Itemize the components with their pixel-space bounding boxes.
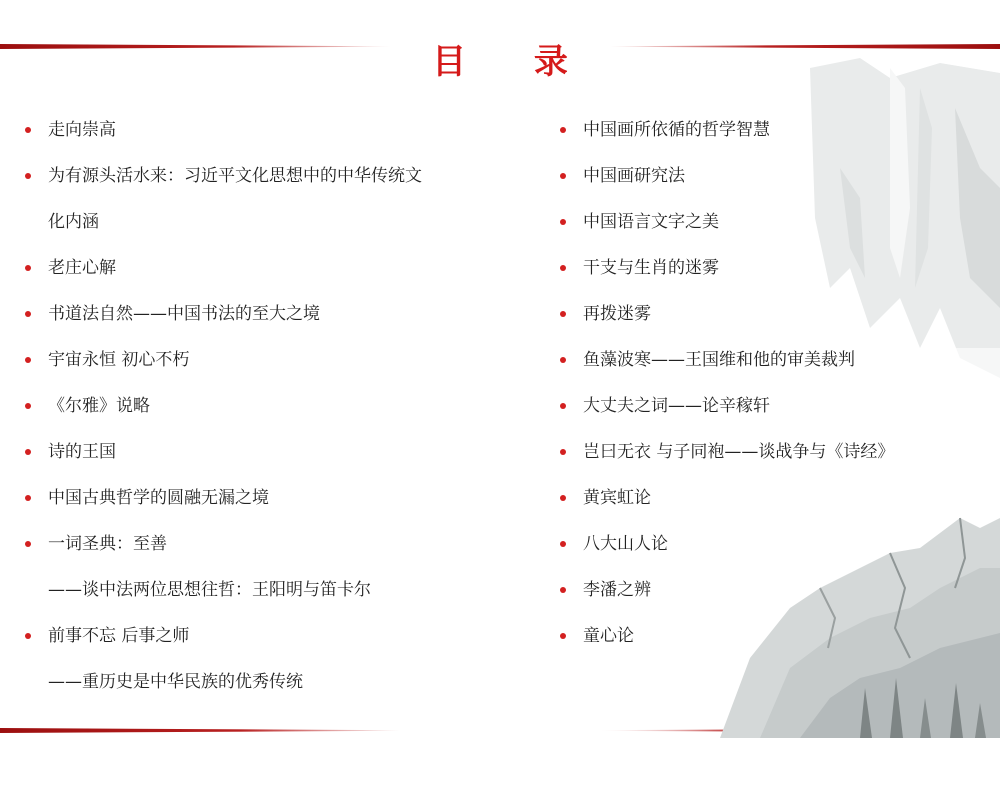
page-title: 目 录 [432, 42, 596, 82]
toc-left-column [25, 107, 465, 705]
bullet-icon [560, 495, 566, 501]
toc-entry-title: 走向崇高 [48, 120, 116, 140]
bullet-icon [25, 357, 31, 363]
toc-right-column [560, 107, 980, 659]
toc-entry-title: 中国画所依循的哲学智慧 [583, 120, 770, 140]
toc-entry-title: 中国古典哲学的圆融无漏之境 [48, 488, 269, 508]
toc-entry[interactable] [25, 383, 465, 429]
bullet-icon [25, 495, 31, 501]
bottom-left-rule [0, 728, 400, 733]
toc-entry[interactable] [25, 567, 465, 613]
bullet-icon [25, 127, 31, 133]
toc-entry[interactable] [25, 199, 465, 245]
toc-entry-title: 干支与生肖的迷雾 [583, 258, 719, 278]
toc-entry-title: 岂曰无衣 与子同袍——谈战争与《诗经》 [583, 442, 895, 462]
toc-entry-title: 前事不忘 后事之师 [48, 626, 190, 646]
toc-entry-title: 大丈夫之词——论辛稼轩 [583, 396, 770, 416]
toc-entry[interactable] [560, 521, 980, 567]
toc-entry[interactable] [25, 521, 465, 567]
toc-entry[interactable] [560, 383, 980, 429]
toc-entry[interactable] [560, 475, 980, 521]
bullet-icon [25, 541, 31, 547]
toc-entry[interactable] [560, 291, 980, 337]
toc-entry-title: 再拨迷雾 [583, 304, 651, 324]
toc-entry[interactable] [560, 429, 980, 475]
toc-entry[interactable] [560, 199, 980, 245]
toc-entry[interactable] [25, 475, 465, 521]
bullet-icon [25, 173, 31, 179]
bullet-icon [25, 449, 31, 455]
toc-entry-title: 一词圣典：至善 [48, 534, 167, 554]
toc-entry-title: 为有源头活水来：习近平文化思想中的中华传统文 [48, 166, 422, 186]
toc-entry[interactable] [25, 153, 465, 199]
toc-entry-title: 李潘之辨 [583, 580, 651, 600]
bullet-icon [560, 219, 566, 225]
toc-entry[interactable] [560, 107, 980, 153]
bullet-icon [560, 587, 566, 593]
bullet-icon [560, 541, 566, 547]
bullet-icon [560, 403, 566, 409]
bullet-icon [25, 265, 31, 271]
toc-entry-title: 黄宾虹论 [583, 488, 651, 508]
toc-entry-title: 老庄心解 [48, 258, 116, 278]
toc-entry[interactable] [560, 613, 980, 659]
bullet-icon [560, 265, 566, 271]
toc-entry-title: 《尔雅》说略 [48, 396, 150, 416]
bullet-icon [560, 127, 566, 133]
toc-entry[interactable] [560, 245, 980, 291]
toc-entry[interactable] [560, 153, 980, 199]
toc-entry-title: 书道法自然——中国书法的至大之境 [48, 304, 320, 324]
toc-entry[interactable] [25, 337, 465, 383]
toc-entry[interactable] [25, 291, 465, 337]
bullet-icon [560, 173, 566, 179]
toc-entry-title: ——重历史是中华民族的优秀传统 [48, 672, 303, 692]
bullet-icon [560, 357, 566, 363]
toc-entry-title: ——谈中法两位思想往哲：王阳明与笛卡尔 [48, 580, 371, 600]
toc-entry[interactable] [25, 613, 465, 659]
toc-entry[interactable] [560, 337, 980, 383]
toc-entry-title: 宇宙永恒 初心不朽 [48, 350, 190, 370]
toc-entry-title: 诗的王国 [48, 442, 116, 462]
toc-entry-title: 中国语言文字之美 [583, 212, 719, 232]
bullet-icon [25, 403, 31, 409]
toc-entry[interactable] [560, 567, 980, 613]
bullet-icon [560, 449, 566, 455]
toc-entry-title: 八大山人论 [583, 534, 668, 554]
toc-entry-title: 童心论 [583, 626, 634, 646]
toc-entry-title: 化内涵 [48, 212, 99, 232]
toc-entry[interactable] [25, 429, 465, 475]
toc-entry-title: 鱼藻波寒——王国维和他的审美裁判 [583, 350, 855, 370]
toc-entry[interactable] [25, 245, 465, 291]
bullet-icon [25, 311, 31, 317]
toc-entry-title: 中国画研究法 [583, 166, 685, 186]
bullet-icon [560, 633, 566, 639]
toc-entry[interactable] [25, 659, 465, 705]
toc-entry[interactable] [25, 107, 465, 153]
bullet-icon [560, 311, 566, 317]
bullet-icon [25, 633, 31, 639]
